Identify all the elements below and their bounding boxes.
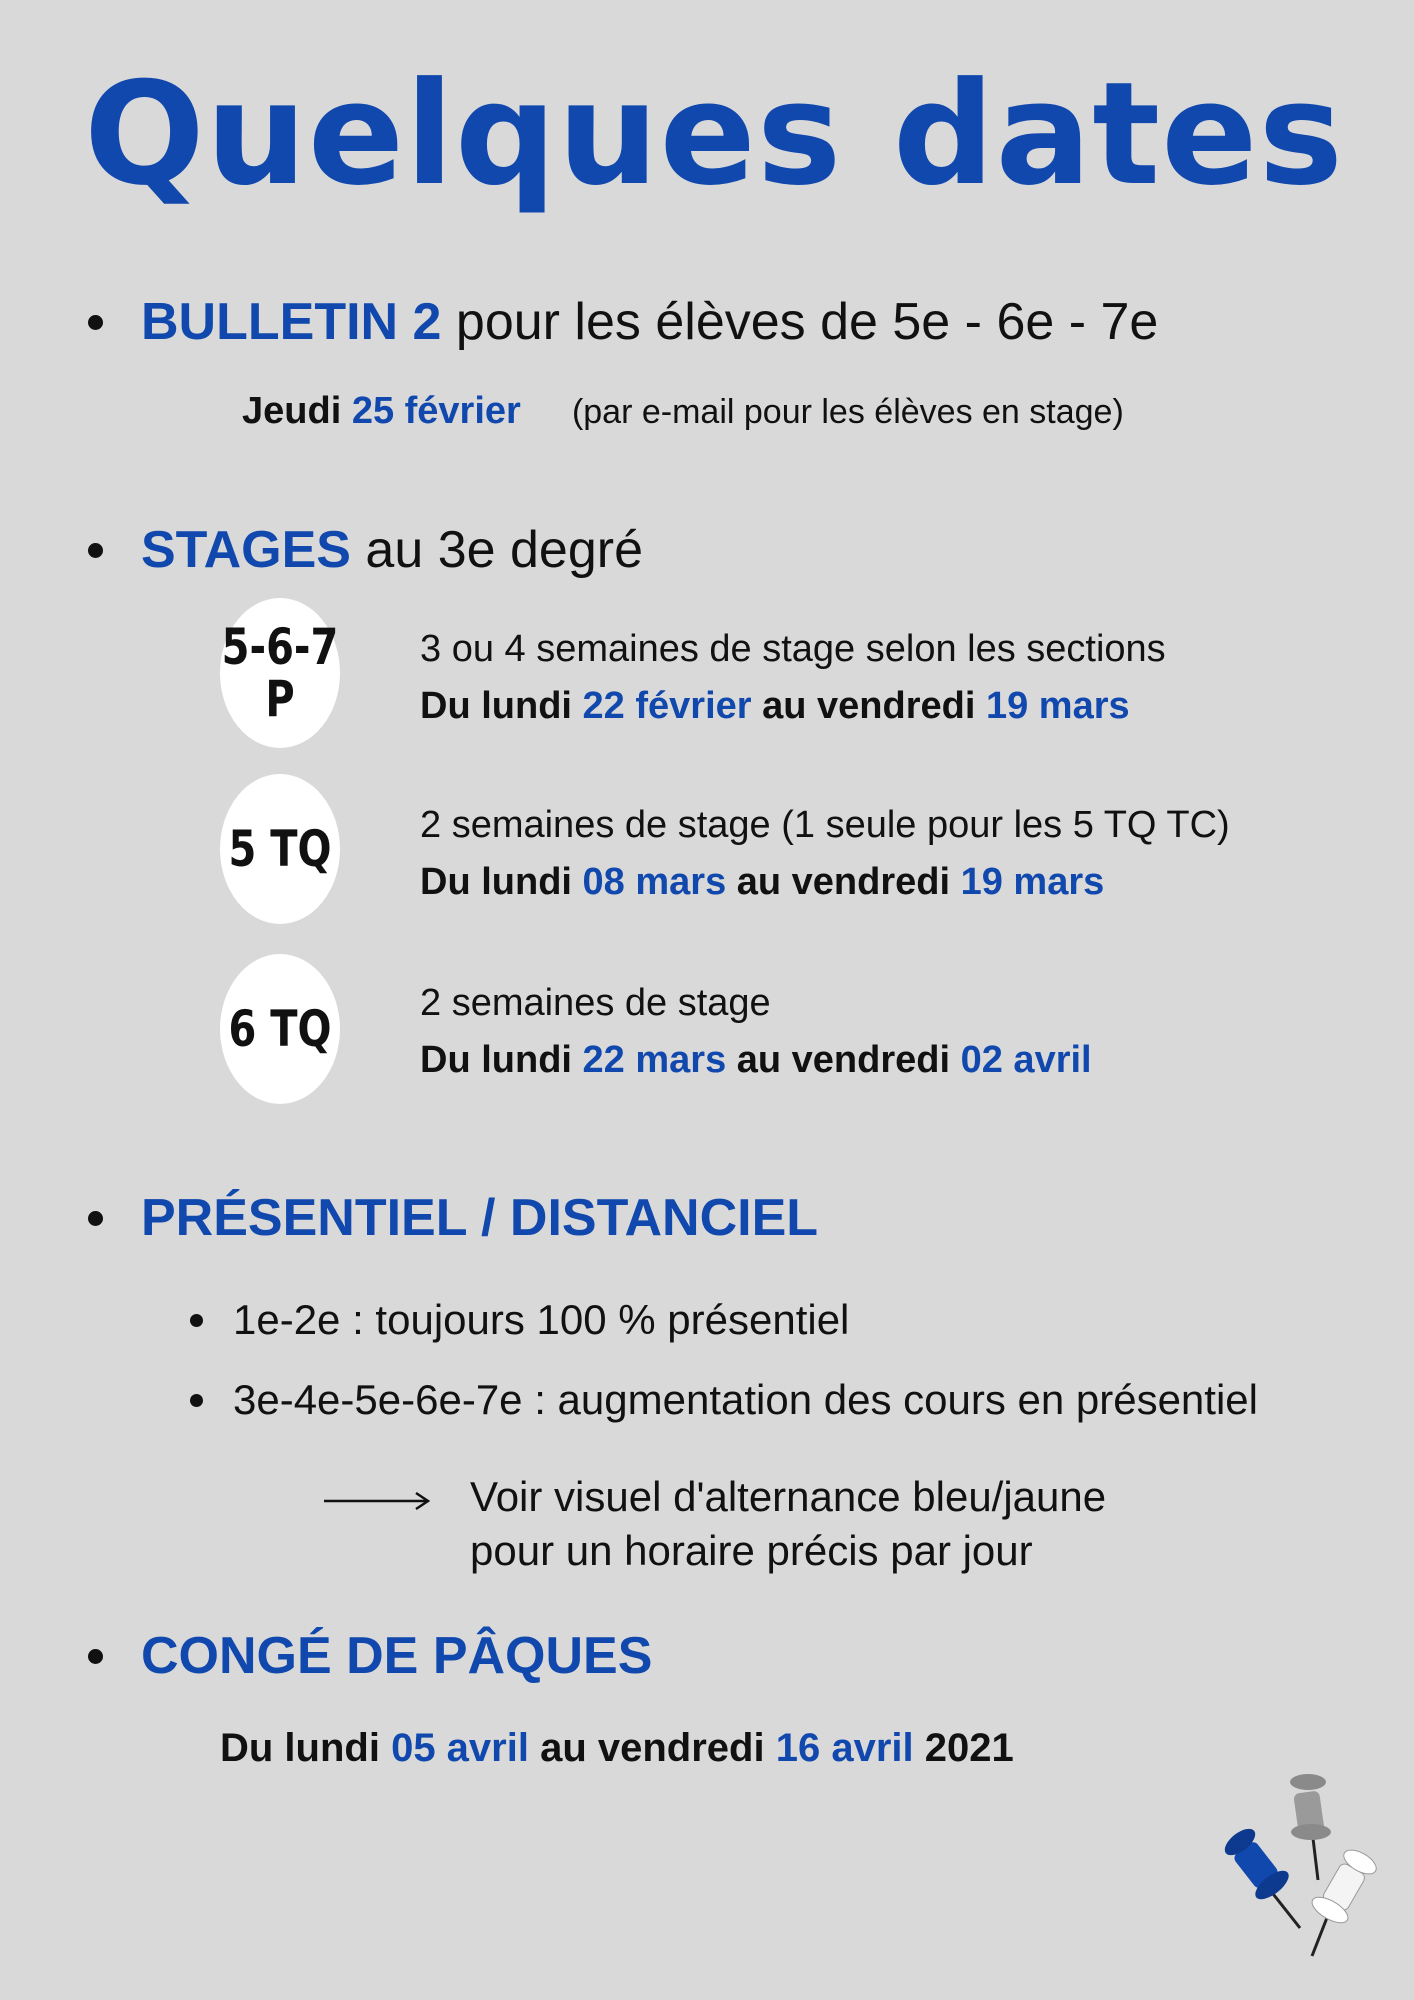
stage-badge-5tq: 5 TQ [220, 774, 340, 924]
presentiel-item-text: 3e-4e-5e-6e-7e : augmentation des cours en présentiel [233, 1376, 1258, 1423]
to-label: au vendredi [751, 685, 986, 727]
stage-item-5tq [420, 804, 1230, 904]
to-label: au vendredi [726, 861, 961, 903]
bulletin-date-line [242, 390, 1124, 433]
stages-keyword: STAGES [141, 521, 351, 579]
page-title: Quelques dates [84, 52, 1344, 217]
to-label: au vendredi [528, 1726, 776, 1770]
conge-date-line [220, 1726, 1014, 1771]
stage-badge-567p: 5-6-7 P [220, 598, 340, 748]
from-label: Du lundi [420, 685, 583, 727]
bulletin-heading [88, 292, 1158, 352]
from-date: 22 février [582, 685, 752, 727]
presentiel-item-text: 1e-2e : toujours 100 % présentiel [233, 1296, 850, 1343]
from-date: 08 mars [582, 861, 727, 903]
from-label: Du lundi [420, 1039, 583, 1081]
note-line: Voir visuel d'alternance bleu/jaune [470, 1473, 1107, 1520]
bulletin-day: Jeudi [242, 390, 352, 432]
from-label: Du lundi [420, 861, 583, 903]
bulletin-rest: pour les élèves de 5e - 6e - 7e [441, 293, 1159, 351]
from-date: 22 mars [582, 1039, 727, 1081]
presentiel-heading [88, 1188, 818, 1248]
bullet-icon [190, 1394, 203, 1407]
bulletin-keyword: BULLETIN 2 [141, 293, 442, 351]
from-date: 05 avril [391, 1726, 529, 1770]
bullet-icon [190, 1314, 203, 1327]
bullet-icon [88, 1211, 103, 1226]
bulletin-date: 25 février [351, 390, 521, 432]
conge-heading [88, 1626, 652, 1686]
year: 2021 [913, 1726, 1014, 1770]
arrow-right-icon [322, 1488, 434, 1514]
presentiel-keyword: PRÉSENTIEL / DISTANCIEL [141, 1189, 819, 1247]
to-date: 19 mars [985, 685, 1130, 727]
stage-item-6tq [420, 982, 1092, 1082]
to-date: 02 avril [960, 1039, 1092, 1081]
bulletin-note: (par e-mail pour les élèves en stage) [571, 393, 1124, 431]
stages-heading [88, 520, 643, 580]
bullet-icon [88, 543, 103, 558]
to-date: 19 mars [960, 861, 1105, 903]
stage-badge-6tq: 6 TQ [220, 954, 340, 1104]
bullet-icon [88, 315, 103, 330]
stage-description: 2 semaines de stage (1 seule pour les 5 TQ TC) [420, 804, 1230, 846]
note-line: pour un horaire précis par jour [470, 1527, 1033, 1574]
stage-item-567p [420, 628, 1166, 728]
bullet-icon [88, 1649, 103, 1664]
to-label: au vendredi [726, 1039, 961, 1081]
to-date: 16 avril [775, 1726, 914, 1770]
stage-description: 3 ou 4 semaines de stage selon les sections [420, 628, 1166, 670]
stage-description: 2 semaines de stage [420, 982, 771, 1024]
push-pins-icon [1220, 1770, 1400, 1970]
presentiel-item [190, 1296, 849, 1344]
from-label: Du lundi [220, 1726, 392, 1770]
conge-keyword: CONGÉ DE PÂQUES [141, 1627, 653, 1685]
stages-rest: au 3e degré [350, 521, 643, 579]
presentiel-item [190, 1376, 1258, 1424]
presentiel-note [470, 1470, 1106, 1578]
